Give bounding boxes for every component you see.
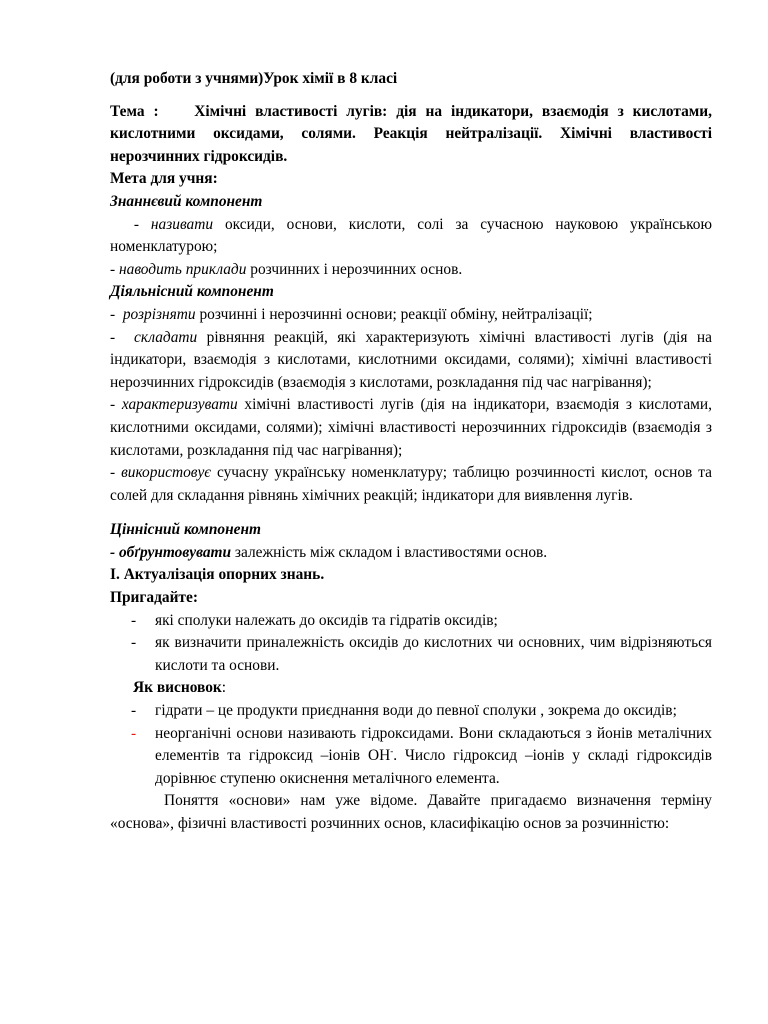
item-verb: характеризувати xyxy=(121,396,238,414)
superscript-minus: - xyxy=(390,746,394,757)
recall-item-text: які сполуки належать до оксидів та гідратів оксидів; xyxy=(155,611,498,629)
item-verb: розрізняти xyxy=(122,305,196,323)
lesson-header: (для роботи з учнями)Урок хімії в 8 класі xyxy=(110,70,398,87)
activity-item xyxy=(110,304,712,327)
recall-heading: Пригадайте: xyxy=(110,589,198,607)
item-verb: обґрунтовувати xyxy=(118,543,232,561)
knowledge-item xyxy=(110,214,712,259)
goal-heading: Мета для учня: xyxy=(110,170,218,188)
activity-item xyxy=(110,394,712,462)
document-body xyxy=(110,68,712,836)
topic-text: Хімічні властивості лугів: дія на індикатори, взаємодія з кислотами, кислотними оксидами, солями. Реакція нейтралізації. Хімічні властивості нерозчинних гідроксидів. xyxy=(110,102,713,165)
dash-bullet: - xyxy=(131,611,137,629)
recall-item-text: як визначити приналежність оксидів до кислотних чи основних, чим відрізняються кислоти та основи. xyxy=(155,634,712,674)
dash-bullet: - xyxy=(131,702,137,720)
item-text: залежність між складом і властивостями основ. xyxy=(231,543,548,561)
conclusion-item-text: гідрати – це продукти приєднання води до певної сполуки , зокрема до оксидів; xyxy=(155,702,677,720)
item-text: рівняння реакцій, які характеризують хімічні властивості лугів (дія на індикатори, взаємодія з кислотами, кислотними оксидами, солями); хімічні властивості нерозчинних гідроксидів (взаємодія з кислотами, розкладання під час нагрівання); xyxy=(110,328,712,391)
item-text: розчинні і нерозчинні основи; реакції обміну, нейтралізації; xyxy=(195,305,593,323)
item-prefix: - xyxy=(110,464,122,482)
dash-bullet: - xyxy=(131,634,137,652)
conclusion-heading: Як висновок xyxy=(133,679,222,697)
dash-bullet-red: - xyxy=(131,724,137,742)
item-verb: називати xyxy=(150,215,214,233)
knowledge-heading: Знаннєвий компонент xyxy=(110,192,263,210)
conclusion-item xyxy=(110,723,712,791)
conclusion-item-text: неорганічні основи називають гідроксидами. Вони складаються з йонів металічних елементів та гідроксид –іонів ОН xyxy=(155,724,712,765)
conclusion-item-text-end: . Число гідроксид –іонів у складі гідроксидів дорівнює ступеню окиснення металічного елемента. xyxy=(155,747,713,787)
item-verb: наводить приклади xyxy=(118,260,247,278)
item-verb: використовує xyxy=(121,464,212,482)
item-text: сучасну українську номенклатуру; таблицю розчинності кислот, основ та солей для складання рівнянь хімічних реакцій; індикатори для виявлення лугів. xyxy=(110,464,712,504)
recall-item xyxy=(110,632,712,677)
item-text: оксиди, основи, кислоти, солі за сучасною науковою українською номенклатурою; xyxy=(110,215,713,256)
item-prefix: - xyxy=(110,328,134,346)
item-prefix: - xyxy=(110,215,151,233)
activity-item xyxy=(110,462,712,507)
item-verb: складати xyxy=(133,328,198,346)
topic-paragraph xyxy=(110,101,712,169)
section-number: І xyxy=(110,566,116,584)
conclusion-heading-line xyxy=(110,677,712,700)
item-prefix: - xyxy=(110,543,119,561)
item-text: розчинних і нерозчинних основ. xyxy=(246,260,463,278)
section-title-text: . Актуалізація опорних знань. xyxy=(116,566,325,584)
activity-heading: Діяльнісний компонент xyxy=(110,283,274,301)
recall-item xyxy=(110,610,712,633)
conclusion-item xyxy=(110,700,712,723)
value-heading: Ціннісний компонент xyxy=(110,521,261,539)
section-title xyxy=(110,564,712,587)
activity-item xyxy=(110,327,712,395)
item-text: хімічні властивості лугів (дія на індикатори, взаємодія з кислотами, кислотними оксидами, солями); хімічні властивості нерозчинних гідроксидів (взаємодія з кислотами, розкладання під час нагрівання); xyxy=(110,396,712,459)
topic-label: Тема : xyxy=(110,102,159,120)
item-prefix: - xyxy=(110,305,123,323)
item-prefix: - xyxy=(110,260,119,278)
closing-paragraph: Поняття «основи» нам уже відоме. Давайте пригадаємо визначення терміну «основа», фізичні властивості розчинних основ, класифікацію основ за розчинністю: xyxy=(110,792,712,832)
conclusion-colon: : xyxy=(221,679,227,697)
knowledge-item xyxy=(110,259,712,282)
item-prefix: - xyxy=(110,396,122,414)
value-item xyxy=(110,542,712,565)
